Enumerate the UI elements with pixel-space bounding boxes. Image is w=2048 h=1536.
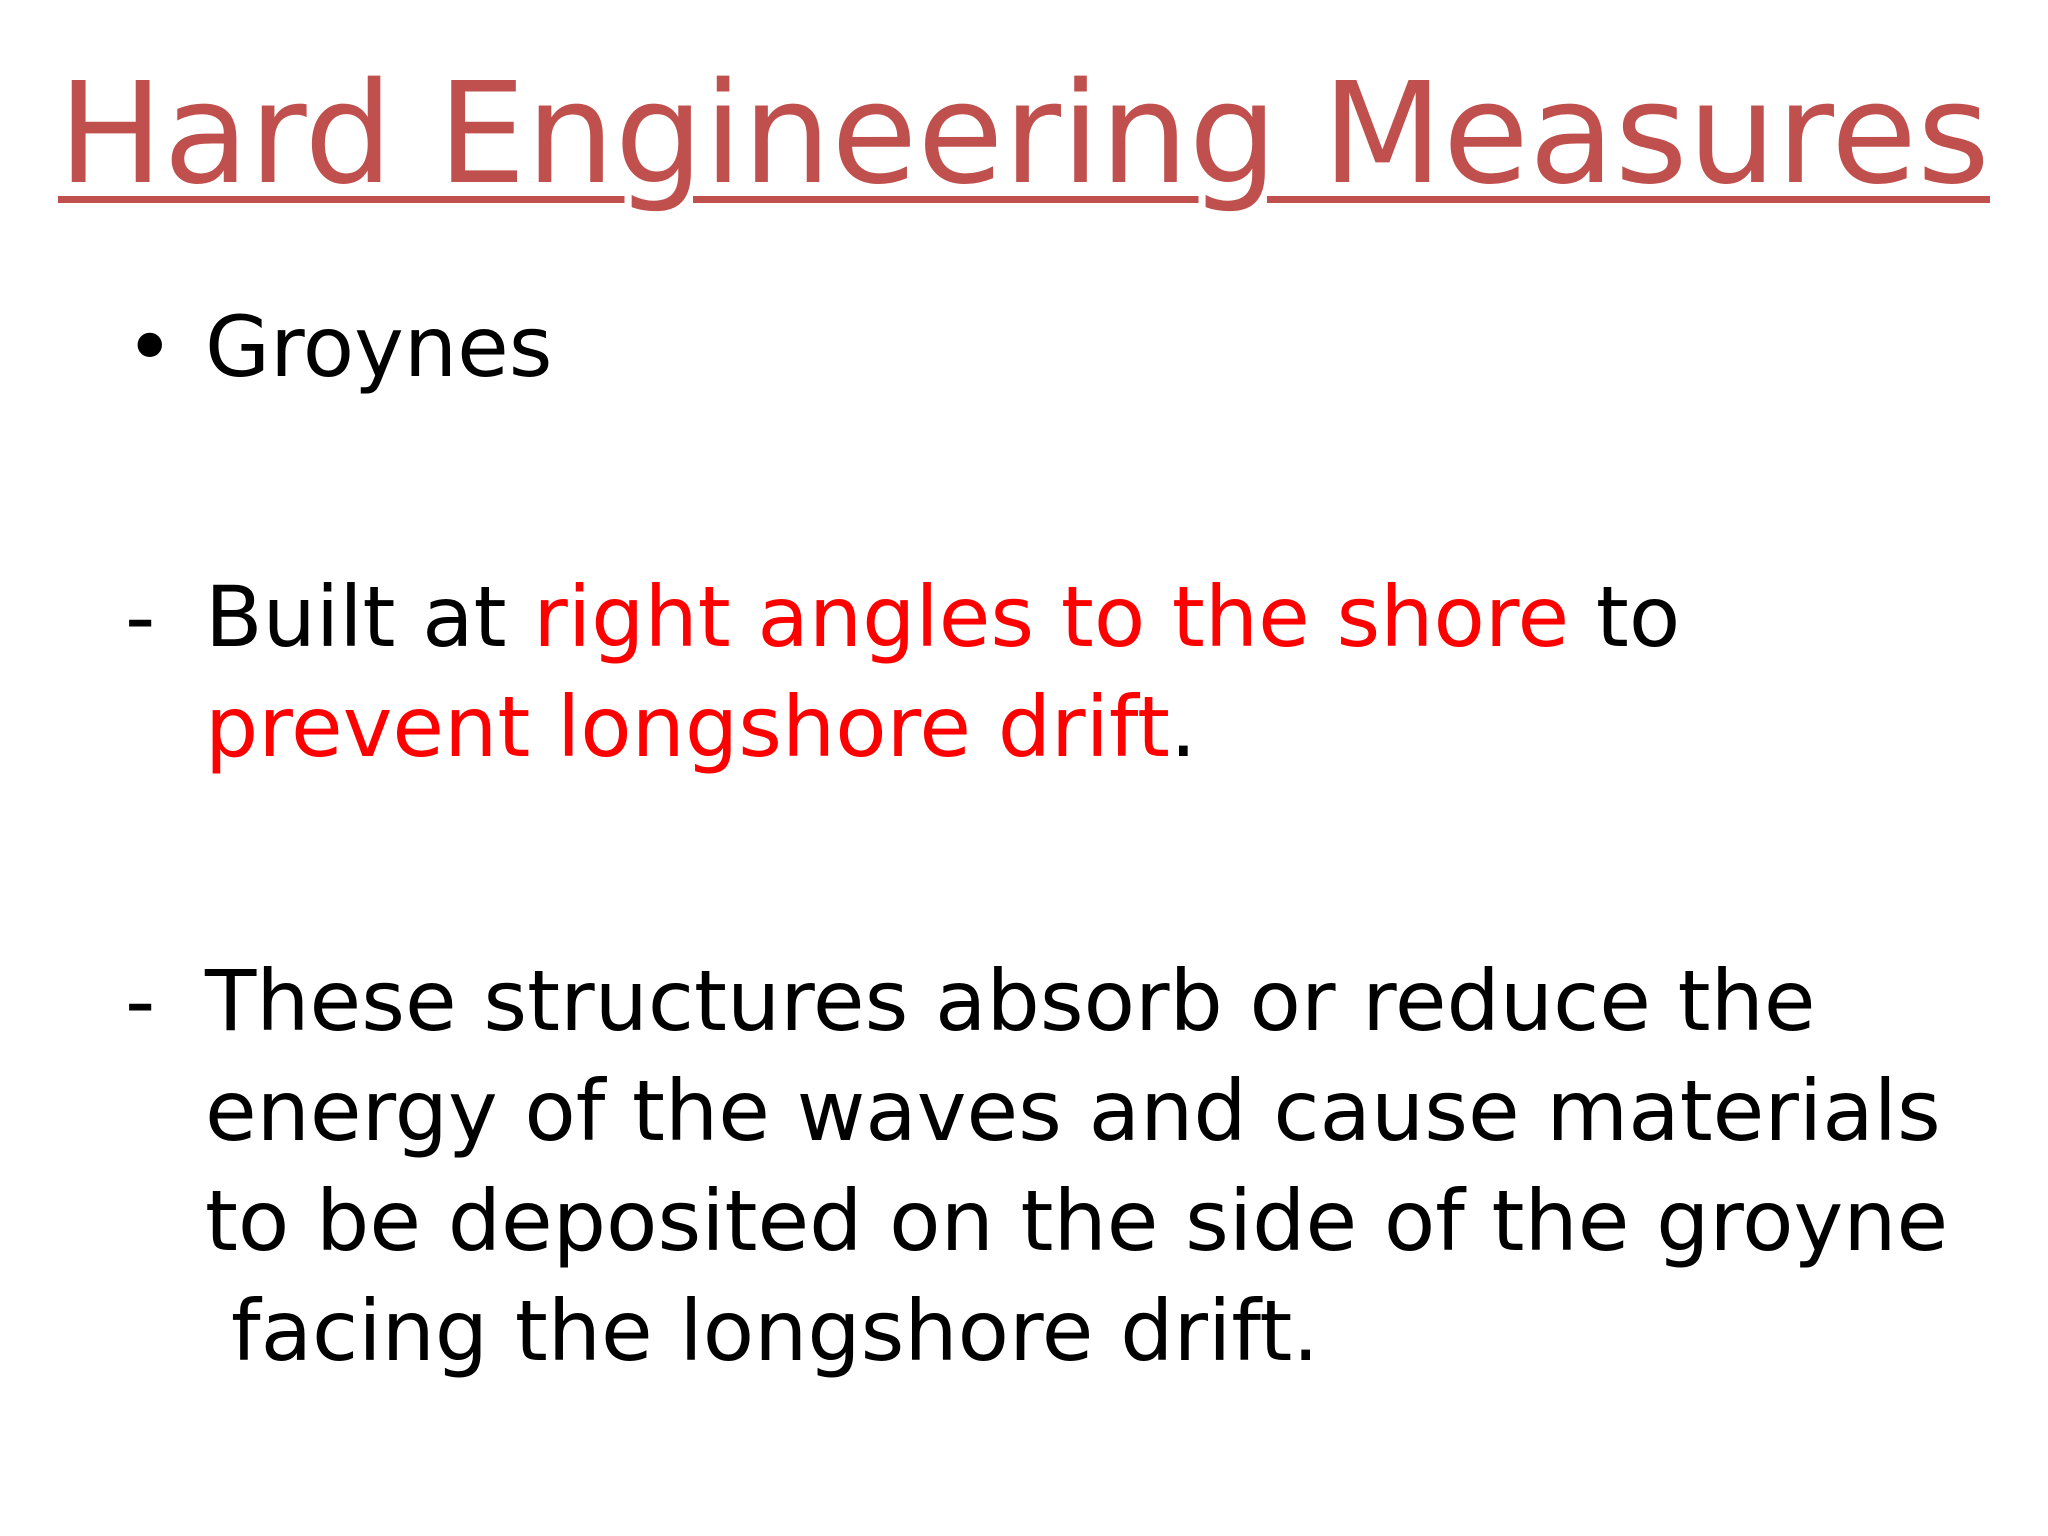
bullet-marker: • [125, 298, 175, 396]
dash-marker: - [125, 568, 156, 666]
dash-marker: - [125, 952, 156, 1050]
bullet-text: Groynes [205, 298, 553, 396]
point-right-angles [125, 562, 2005, 782]
point-text-segment: Built at [205, 568, 534, 666]
highlight-prevent-drift: prevent longshore drift [205, 678, 1170, 776]
point-text-line: to be deposited on the side of the groyne [205, 1172, 1949, 1270]
point-energy [125, 946, 2005, 1386]
point-text-segment: . [1169, 678, 1197, 776]
point-text-line: energy of the waves and cause materials [205, 1062, 1941, 1160]
point-text-line: These structures absorb or reduce the [205, 952, 1816, 1050]
point-text-line: facing the longshore drift. [231, 1282, 1320, 1380]
highlight-right-angles: right angles to the shore [533, 568, 1570, 666]
point-text-segment: to [1569, 568, 1681, 666]
bullet-groynes [125, 292, 553, 402]
slide-title: Hard Engineering Measures [58, 53, 1990, 216]
point-text [205, 562, 2005, 782]
point-text [205, 946, 2005, 1386]
